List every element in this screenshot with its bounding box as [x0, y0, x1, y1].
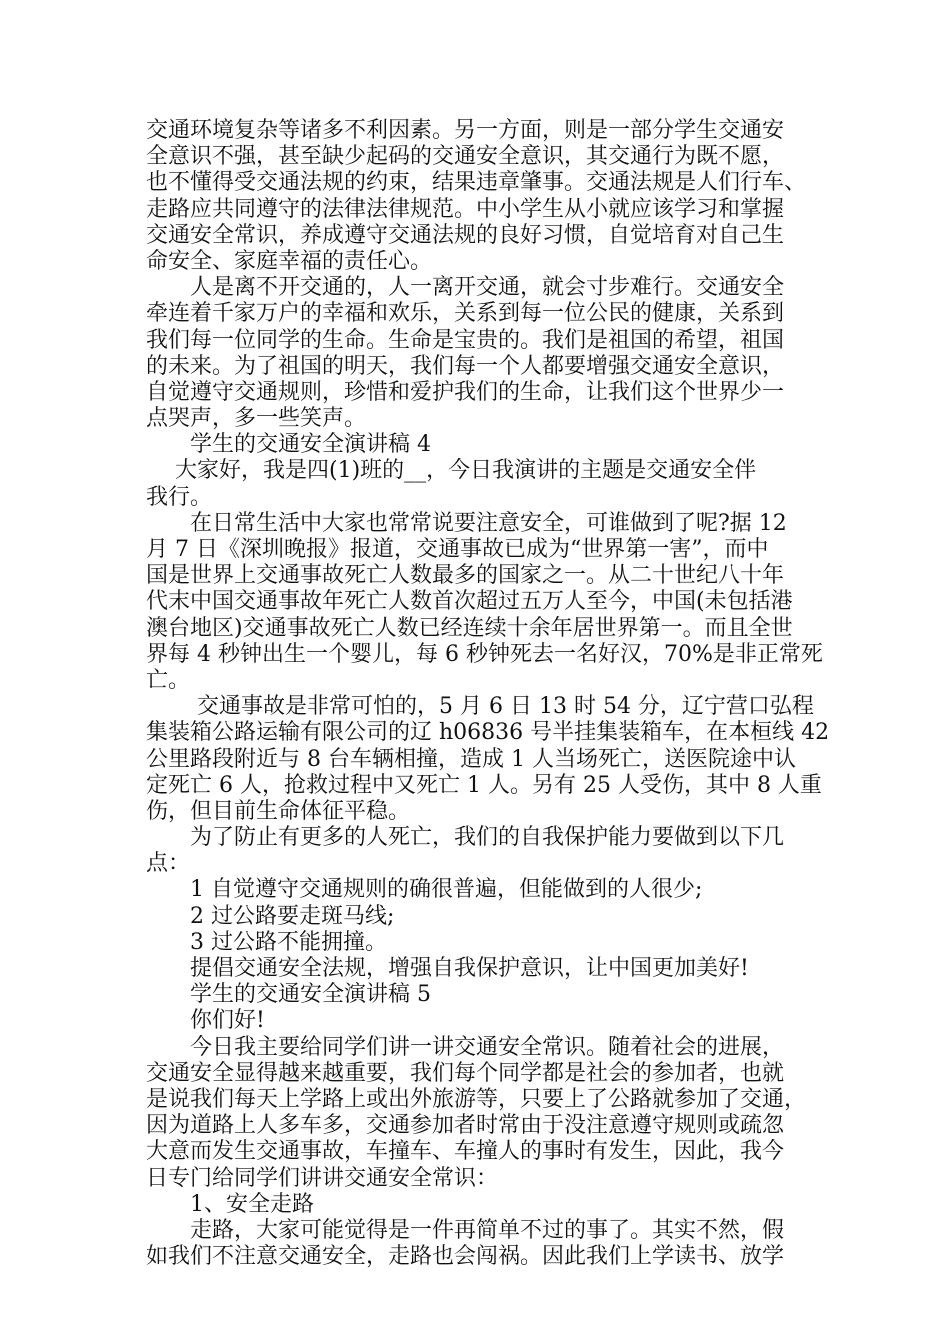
- text-line: 国是世界上交通事故死亡人数最多的国家之一。从二十世纪八十年: [146, 563, 785, 589]
- section-heading: 学生的交通安全演讲稿 4: [146, 432, 431, 458]
- text-line: 也不懂得受交通法规的约束，结果违章肇事。交通法规是人们行车、: [146, 170, 807, 196]
- text-line: 日专门给同学们讲讲交通安全常识：: [146, 1165, 499, 1191]
- text-line: 的未来。为了祖国的明天，我们每一个人都要增强交通安全意识，: [146, 353, 785, 379]
- list-item: 3 过公路不能拥撞。: [146, 929, 387, 955]
- text-line: 交通安全显得越来越重要，我们每个同学都是社会的参加者，也就: [146, 1060, 785, 1086]
- text-line: 今日我主要给同学们讲一讲交通安全常识。随着社会的进展，: [146, 1034, 785, 1060]
- list-item: 1 自觉遵守交通规则的确很普遍，但能做到的人很少;: [146, 877, 703, 903]
- text-line: 澳台地区)交通事故死亡人数已经连续十余年居世界第一。而且全世: [146, 615, 793, 641]
- text-line: 如我们不注意交通安全，走路也会闯祸。因此我们上学读书、放学: [146, 1244, 785, 1270]
- text-line: 月 7 日《深圳晚报》报道，交通事故已成为“世界第一害”，而中: [146, 537, 769, 562]
- text-line: 你们好!: [146, 1008, 265, 1034]
- text-line: 牵连着千家万户的幸福和欢乐，关系到每一位公民的健康，关系到: [146, 301, 785, 327]
- text-line: 界每 4 秒钟出生一个婴儿，每 6 秒钟死去一名好汉，70%是非正常死: [146, 641, 823, 667]
- text-line: 集装箱公路运输有限公司的辽 h06836 号半挂集装箱车，在本桓线 42: [146, 720, 830, 746]
- text-line: 因为道路上人多车多，交通参加者时常由于没注意遵守规则或疏忽: [146, 1113, 785, 1139]
- subsection-heading: 1、安全走路: [146, 1191, 314, 1217]
- text-line: 点：: [146, 851, 191, 877]
- document-body: [146, 118, 830, 1270]
- text-line: 交通事故是非常可怕的，5 月 6 日 13 时 54 分，辽宁营口弘程: [146, 694, 814, 720]
- text-line: 走路，大家可能觉得是一件再简单不过的事了。其实不然，假: [146, 1217, 785, 1243]
- text-line: 大家好，我是四(1)班的__，今日我演讲的主题是交通安全伴: [146, 458, 757, 484]
- text-line: 大意而发生交通事故，车撞车、车撞人的事时有发生，因此，我今: [146, 1139, 785, 1165]
- text-line: 全意识不强，甚至缺少起码的交通安全意识，其交通行为既不愿，: [146, 144, 785, 170]
- text-line: 我行。: [146, 484, 213, 510]
- text-line: 是说我们每天上学路上或出外旅游等，只要上了公路就参加了交通，: [146, 1086, 807, 1112]
- text-line: 伤，但目前生命体征平稳。: [146, 798, 411, 824]
- text-line: 交通环境复杂等诸多不利因素。另一方面，则是一部分学生交通安: [146, 118, 785, 143]
- section-heading: 学生的交通安全演讲稿 5: [146, 982, 431, 1008]
- text-line: 我们每一位同学的生命。生命是宝贵的。我们是祖国的希望，祖国: [146, 327, 785, 353]
- text-line: 人是离不开交通的，人一离开交通，就会寸步难行。交通安全: [146, 275, 785, 301]
- text-line: 点哭声，多一些笑声。: [146, 406, 367, 432]
- text-line: 命安全、家庭幸福的责任心。: [146, 248, 433, 274]
- text-line: 亡。: [146, 667, 191, 693]
- text-line: 走路应共同遵守的法律法律规范。中小学生从小就应该学习和掌握: [146, 196, 785, 222]
- text-line: 在日常生活中大家也常常说要注意安全，可谁做到了呢?据 12: [146, 510, 787, 536]
- list-item: 2 过公路要走斑马线;: [146, 903, 395, 929]
- text-line: 提倡交通安全法规，增强自我保护意识，让中国更加美好!: [146, 956, 749, 981]
- text-line: 自觉遵守交通规则，珍惜和爱护我们的生命，让我们这个世界少一: [146, 379, 785, 405]
- text-line: 代末中国交通事故年死亡人数首次超过五万人至今，中国(未包括港: [146, 589, 793, 615]
- text-line: 定死亡 6 人，抢救过程中又死亡 1 人。另有 25 人受伤，其中 8 人重: [146, 772, 822, 798]
- text-line: 交通安全常识，养成遵守交通法规的良好习惯，自觉培育对自己生: [146, 222, 785, 248]
- text-line: 为了防止有更多的人死亡，我们的自我保护能力要做到以下几: [146, 825, 785, 851]
- text-line: 公里路段附近与 8 台车辆相撞，造成 1 人当场死亡，送医院途中认: [146, 746, 796, 772]
